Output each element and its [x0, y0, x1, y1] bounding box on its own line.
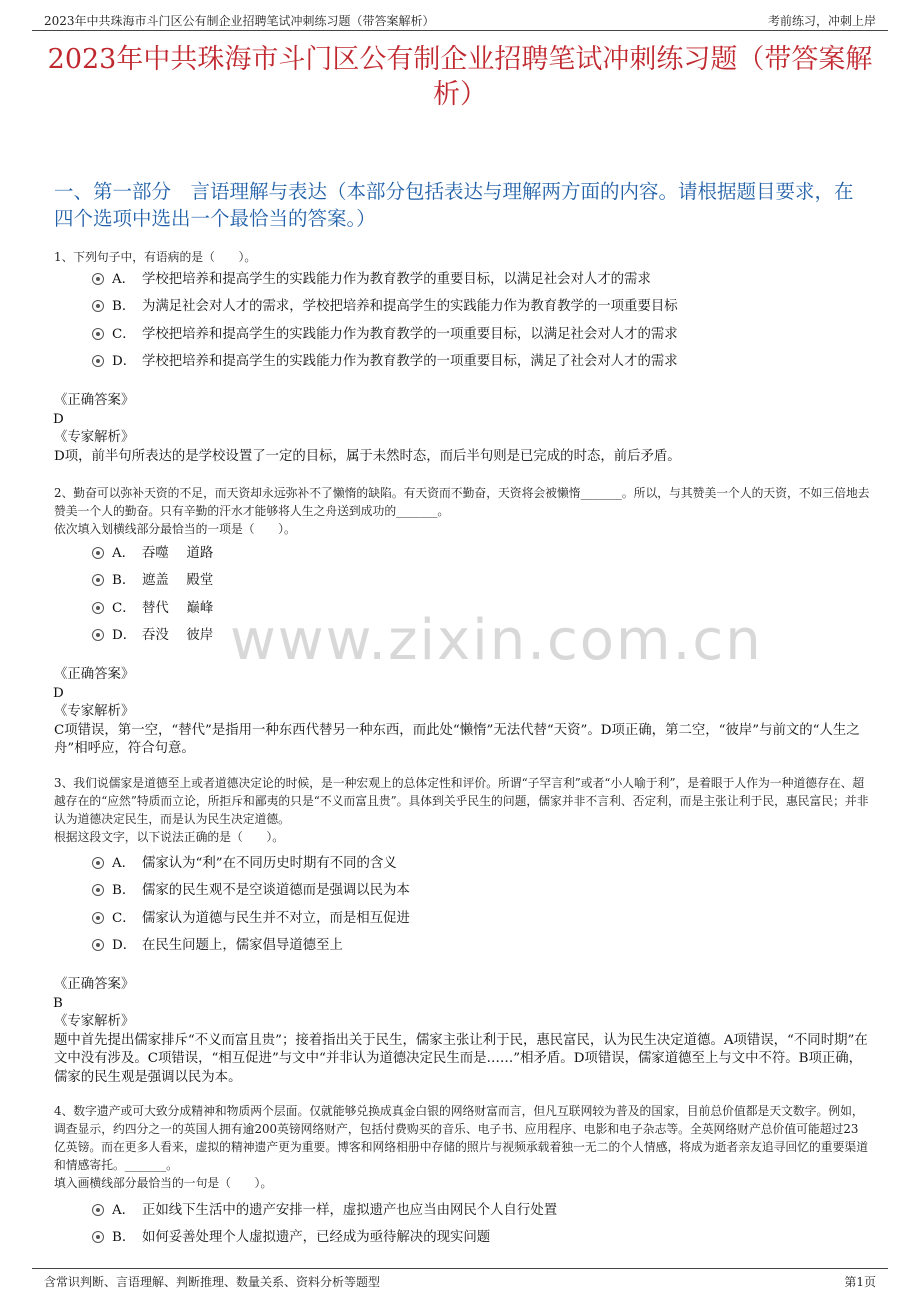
section-heading: 一、第一部分 言语理解与表达（本部分包括表达与理解两方面的内容。请根据题目要求，在四个选项中选出一个最恰当的答案。）: [54, 180, 854, 230]
analysis-text: C项错误，第一空，“替代”是指用一种东西代替另一种东西，而此处“懒惰”无法代替“天资”。D项正确，第二空，“彼岸”与前文的“人生之舟”相呼应，符合句意。: [54, 722, 860, 756]
analysis-text: 题中首先提出儒家排斥“不义而富且贵”；接着指出关于民生，儒家主张让利于民，惠民富民，认为民生决定道德。A项错误，“不同时期”在文中没有涉及。C项错误，“相互促进”与文中“并非认为道德决定民生而是……”相矛盾。D项错误，儒家道德至上与文中不符。B项正确，儒家的民生观是强调以民为本。: [54, 1032, 868, 1085]
radio-icon[interactable]: [92, 602, 104, 614]
page-header: [32, 8, 888, 31]
analysis-label: 《专家解析》: [54, 704, 135, 719]
question-1-options: [92, 266, 880, 375]
radio-icon[interactable]: [92, 273, 104, 285]
question-1-answer-block: [54, 392, 870, 466]
option-d[interactable]: D． 在民生问题上，儒家倡导道德至上: [92, 932, 880, 959]
question-2-answer-block: [54, 666, 870, 759]
option-a[interactable]: A． 正如线下生活中的遗产安排一样，虚拟遗产也应当由网民个人自行处置: [92, 1197, 880, 1224]
answer-value: B: [53, 995, 63, 1011]
answer-value: D: [53, 685, 64, 701]
analysis-label: 《专家解析》: [54, 430, 135, 445]
radio-icon[interactable]: [92, 1204, 104, 1216]
radio-icon[interactable]: [92, 884, 104, 896]
question-4-stem: 4、数字遗产或可大致分成精神和物质两个层面。仅就能够兑换成真金白银的网络财富而言，但凡互联网较为普及的国家，目前总价值都是天文数字。例如，调查显示，约四分之一的英国人拥有逾200英镑网络财产，包括付费购买的音乐、电子书、应用程序、电影和电子杂志等。全英网络财产总价值可能超过23亿英镑。而在更多人看来，虚拟的精神遗产更为重要。博客和网络相册中存储的照片与视频承载着独一无二的个人情感，将成为逝者亲友追寻回忆的重要渠道和情感寄托。_______。 填入画横线部分最恰当的一句是（ ）。: [54, 1104, 868, 1190]
option-d[interactable]: D． 学校把培养和提高学生的实践能力作为教育教学的一项重要目标，满足了社会对人才的需求: [92, 348, 880, 375]
question-2-prompt: 依次填入划横线部分最恰当的一项是（ ）。: [54, 522, 296, 536]
option-b[interactable]: B． 遮盖 殿堂: [92, 567, 880, 594]
question-2-options: [92, 540, 880, 649]
question-4-options: [92, 1197, 880, 1252]
question-4-prompt: 填入画横线部分最恰当的一句是（ ）。: [54, 1176, 273, 1190]
radio-icon[interactable]: [92, 547, 104, 559]
radio-icon[interactable]: [92, 574, 104, 586]
question-3-stem: 3、我们说儒家是道德至上或者道德决定论的时候，是一种宏观上的总体定性和评价。所谓“子罕言利”或者“小人喻于利”，是着眼于人作为一种道德存在、超越存在的“应然”特质而立论，所拒斥和鄙夷的只是“不义而富且贵”。具体到关乎民生的问题，儒家并非不言利、否定利，而是主张让利于民，惠民富民；并非认为道德决定民生，而是认为民生决定道德。 根据这段文字，以下说法正确的是（ ）。: [54, 776, 869, 844]
radio-icon[interactable]: [92, 300, 104, 312]
option-c[interactable]: C． 替代 巅峰: [92, 595, 880, 622]
answer-label: 《正确答案》: [54, 393, 135, 408]
answer-label: 《正确答案》: [54, 977, 135, 992]
watermark: www.zixin.com.cn: [230, 608, 763, 673]
question-3-answer-block: [54, 976, 870, 1087]
question-3-options: [92, 850, 880, 959]
question-3-prompt: 根据这段文字，以下说法正确的是（ ）。: [54, 830, 285, 844]
option-a[interactable]: A． 吞噬 道路: [92, 540, 880, 567]
question-2-stem: 2、勤奋可以弥补天资的不足，而天资却永远弥补不了懒惰的缺陷。有天资而不勤奋，天资将会被懒惰_______。所以，与其赞美一个人的天资，不如三倍地去赞美一个人的勤奋。只有辛勤的汗水才能够将人生之舟送到成功的_______。 依次填入划横线部分最恰当的一项是（ ）。: [54, 486, 870, 536]
option-b[interactable]: B． 为满足社会对人才的需求，学校把培养和提高学生的实践能力作为教育教学的一项重要目标: [92, 293, 880, 320]
option-a[interactable]: A． 学校把培养和提高学生的实践能力作为教育教学的重要目标，以满足社会对人才的需求: [92, 266, 880, 293]
analysis-text: D项，前半句所表达的是学校设置了一定的目标，属于未然时态，而后半句则是已完成的时态，前后矛盾。: [54, 448, 681, 464]
option-b[interactable]: B． 如何妥善处理个人虚拟遗产，已经成为亟待解决的现实问题: [92, 1224, 880, 1251]
radio-icon[interactable]: [92, 1231, 104, 1243]
footer-note: 含常识判断、言语理解、判断推理、数量关系、资料分析等题型: [44, 1275, 381, 1289]
radio-icon[interactable]: [92, 857, 104, 869]
radio-icon[interactable]: [92, 629, 104, 641]
radio-icon[interactable]: [92, 939, 104, 951]
analysis-label: 《专家解析》: [54, 1014, 135, 1029]
document-title: 2023年中共珠海市斗门区公有制企业招聘笔试冲刺练习题（带答案解析）: [47, 44, 873, 110]
radio-icon[interactable]: [92, 328, 104, 340]
header-doc-title: 2023年中共珠海市斗门区公有制企业招聘笔试冲刺练习题（带答案解析）: [44, 14, 435, 28]
option-a[interactable]: A． 儒家认为“利”在不同历史时期有不同的含义: [92, 850, 880, 877]
option-d[interactable]: D． 吞没 彼岸: [92, 622, 880, 649]
radio-icon[interactable]: [92, 355, 104, 367]
radio-icon[interactable]: [92, 912, 104, 924]
option-b[interactable]: B． 儒家的民生观不是空谈道德而是强调以民为本: [92, 877, 880, 904]
answer-label: 《正确答案》: [54, 667, 135, 682]
question-1-stem: 1、下列句子中，有语病的是（ ）。: [54, 250, 257, 264]
page-footer: [32, 1268, 888, 1291]
answer-value: D: [53, 411, 64, 427]
page-number: 第1页: [844, 1275, 876, 1289]
option-c[interactable]: C． 儒家认为道德与民生并不对立，而是相互促进: [92, 905, 880, 932]
header-slogan: 考前练习，冲刺上岸: [767, 14, 876, 28]
option-c[interactable]: C． 学校把培养和提高学生的实践能力作为教育教学的一项重要目标，以满足社会对人才的需求: [92, 321, 880, 348]
